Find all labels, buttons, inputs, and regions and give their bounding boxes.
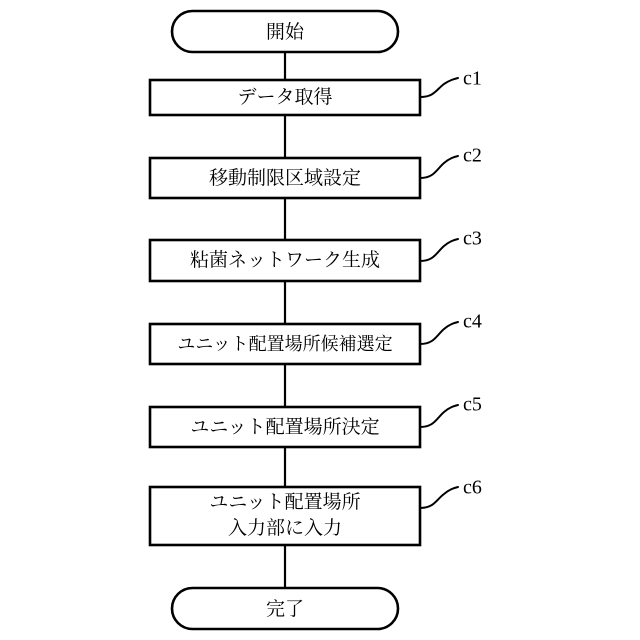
step-c6-label-line1: ユニット配置場所 bbox=[209, 492, 361, 514]
ref-c2: c2 bbox=[463, 144, 482, 167]
leader-c6 bbox=[420, 487, 458, 508]
ref-c3: c3 bbox=[463, 227, 482, 250]
leader-c1 bbox=[420, 78, 458, 97]
node-step-c6 bbox=[150, 477, 482, 545]
step-c5-label: ユニット配置場所決定 bbox=[190, 417, 380, 439]
step-c4-label: ユニット配置場所候補選定 bbox=[177, 333, 393, 354]
step-c6-label-line2: 入力部に入力 bbox=[227, 518, 343, 540]
node-step-c2 bbox=[150, 145, 482, 198]
ref-c1: c1 bbox=[463, 67, 482, 90]
node-step-c4 bbox=[150, 311, 482, 364]
node-step-c5 bbox=[150, 394, 482, 447]
node-start bbox=[172, 11, 398, 52]
ref-c6: c6 bbox=[463, 476, 482, 499]
leader-c5 bbox=[420, 405, 458, 427]
ref-c4: c4 bbox=[463, 310, 482, 333]
node-step-c1 bbox=[150, 68, 482, 115]
step-c1-label: データ取得 bbox=[237, 87, 333, 109]
node-step-c3 bbox=[150, 228, 482, 281]
ref-c5: c5 bbox=[463, 393, 482, 416]
step-c3-label: 粘菌ネットワーク生成 bbox=[189, 250, 381, 272]
end-label: 完了 bbox=[265, 599, 305, 621]
leader-c3 bbox=[420, 239, 458, 261]
start-label: 開始 bbox=[265, 22, 305, 44]
step-c2-label: 移動制限区域設定 bbox=[208, 168, 362, 190]
node-end bbox=[172, 588, 398, 629]
leader-c2 bbox=[420, 156, 458, 178]
leader-c4 bbox=[420, 322, 458, 344]
